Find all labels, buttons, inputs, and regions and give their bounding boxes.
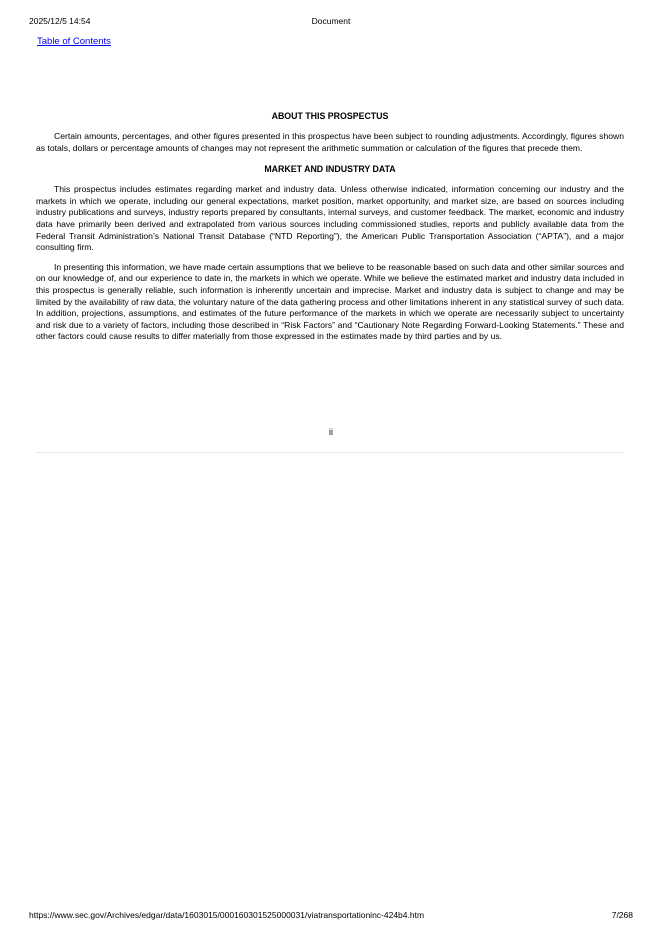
paragraph-assumptions: In presenting this information, we have made certain assumptions that we believe to be reasonable based on such data and other similar sources and on our knowledge of, and our experience to date in, the markets in which we operate. While we believe the estimated market and industry data included in this prospectus is generally reliable, such information is inherently uncertain and imprecise. Market and industry data is subject to change and may be limited by the availability of raw data, the voluntary nature of the data gathering process and other limitations inherent in any statistical survey of such data. In addition, projections, assumptions, and estimates of the future performance of the markets in which we operate are necessarily subject to uncertainty and risk due to a variety of factors, including those described in “Risk Factors” and “Cautionary Note Regarding Forward-Looking Statements.” These and other factors could cause results to differ materially from those expressed in the estimates made by third parties and by us. (36, 261, 624, 342)
print-datetime: 2025/12/5 14:54 (29, 16, 91, 26)
table-of-contents-link[interactable]: Table of Contents (37, 36, 111, 47)
paragraph-rounding: Certain amounts, percentages, and other figures presented in this prospectus have been subject to rounding adjustments. Accordingly, figures shown as totals, dollars or percentage amounts of changes may not represent the arithmetic summation or calculation of the figures that precede them. (36, 131, 624, 153)
print-page-count: 7/268 (611, 910, 633, 920)
section-heading-about-prospectus: ABOUT THIS PROSPECTUS (271, 111, 389, 121)
document-body (36, 110, 624, 343)
section-heading-market-industry-data: MARKET AND INDUSTRY DATA (264, 164, 396, 175)
print-header (29, 15, 633, 27)
page-divider (36, 452, 624, 453)
print-source-url: https://www.sec.gov/Archives/edgar/data/1603015/000160301525000031/viatransportationinc-424b4.htm (29, 910, 425, 920)
page-number: ii (329, 427, 333, 437)
print-footer (29, 909, 633, 921)
print-document-title: Document (311, 16, 351, 26)
paragraph-market-estimates: This prospectus includes estimates regarding market and industry data. Unless otherwise indicated, information concerning our industry and the markets in which we operate, including our general expectations, market position, market opportunity, and market size, are based on sources including industry publications and surveys, industry reports prepared by consultants, internal surveys, and customer feedback. The market, economic and industry data have primarily been derived and extrapolated from various sources including commissioned studies, reports and publicly available data from the Federal Transit Administration’s National Transit Database (“NTD Reporting”), the American Public Transportation Association (“APTA”), and a major consulting firm. (36, 184, 624, 253)
